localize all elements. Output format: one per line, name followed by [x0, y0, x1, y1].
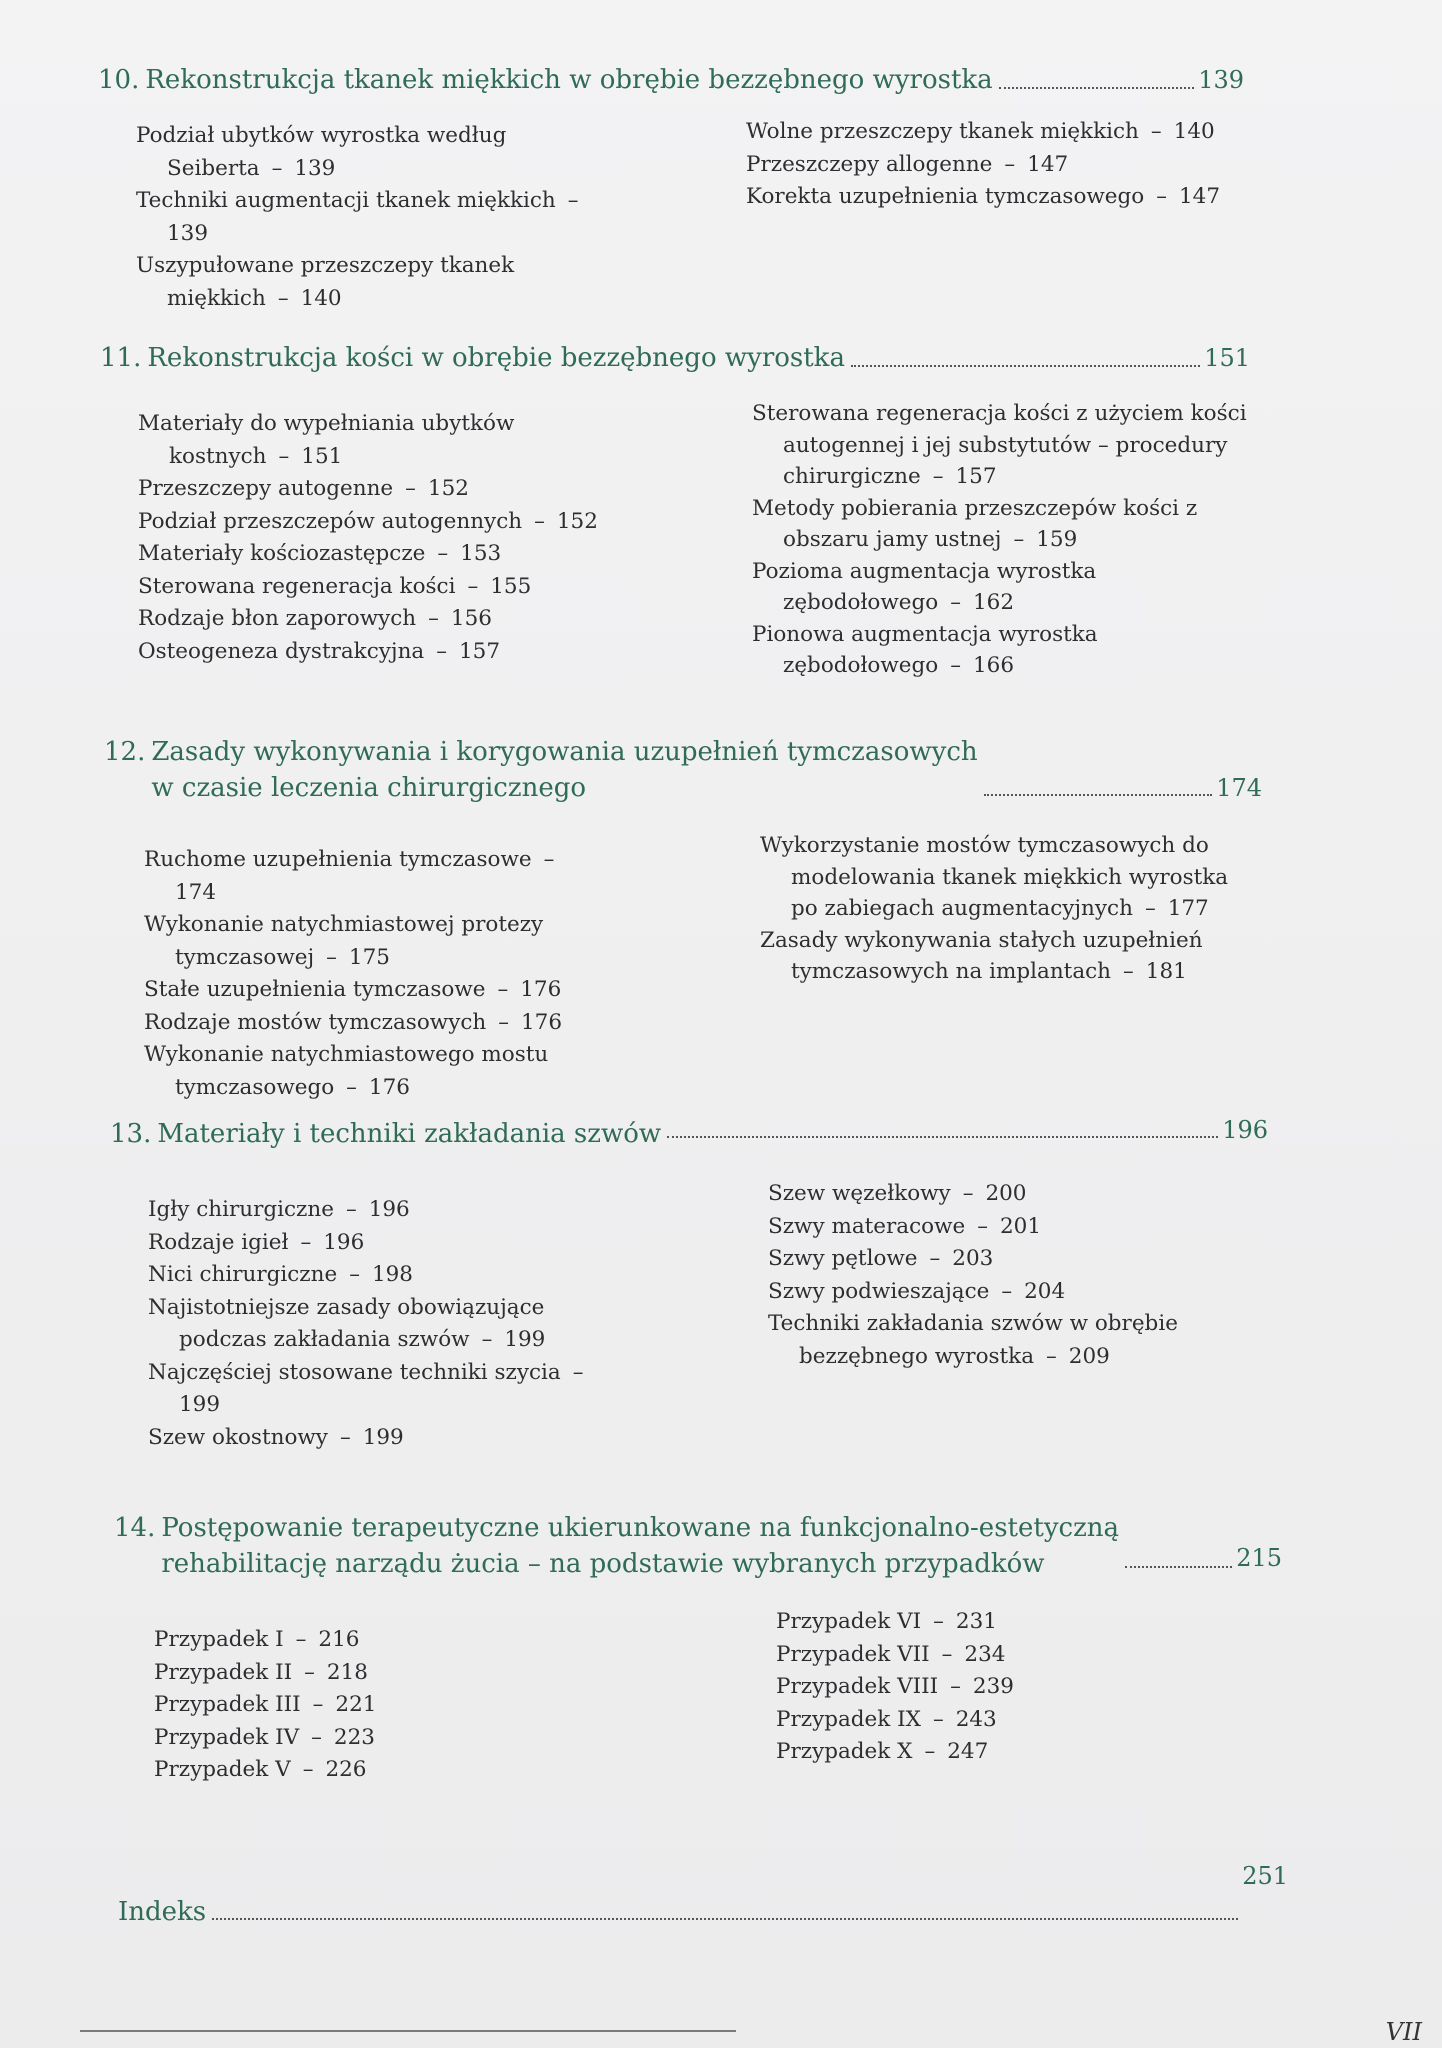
index-entry[interactable] — [118, 1858, 1288, 1930]
toc-entry[interactable]: Przypadek X – 247 — [776, 1739, 989, 1764]
right-column — [768, 1178, 1278, 1373]
toc-entry[interactable]: Wykorzystanie mostów tymczasowych do modelowania tkanek miękkich wyrostka po zabiegach augmentacyjnych – 177 — [760, 833, 1229, 921]
chapter-title: Postępowanie terapeutyczne ukierunkowane na funkcjonalno-estetyczną rehabilitację narządu żucia – na podstawie wybranych przypadków — [161, 1513, 1120, 1579]
chapter-14 — [114, 1510, 1282, 1782]
index-label: Indeks — [118, 1897, 207, 1927]
chapter-number: 10. — [98, 65, 140, 95]
toc-entry[interactable]: Przypadek IX – 243 — [776, 1706, 997, 1732]
toc-entry[interactable]: Metody pobierania przeszczepów kości z obszaru jamy ustnej – 159 — [752, 495, 1198, 552]
leader-dots — [212, 1918, 1238, 1920]
toc-entry[interactable]: Wykonanie natychmiastowego mostu tymczasowego – 176 — [144, 1042, 549, 1100]
toc-entry[interactable]: Stałe uzupełnienia tymczasowe – 176 — [144, 977, 562, 1002]
chapter-title: Zasady wykonywania i korygowania uzupełnień tymczasowych w czasie leczenia chirurgicznego — [151, 737, 978, 803]
right-column — [760, 830, 1260, 988]
toc-entry[interactable]: Techniki augmentacji tkanek miękkich –139 — [136, 188, 579, 246]
toc-entry[interactable]: Przypadek I – 216 — [154, 1627, 360, 1652]
toc-entry[interactable]: Przeszczepy autogenne – 152 — [138, 476, 469, 501]
leader-dots — [667, 1136, 1218, 1138]
chapter-11 — [100, 340, 1250, 678]
toc-entry[interactable]: Nici chirurgiczne – 198 — [148, 1262, 413, 1287]
chapter-heading — [104, 734, 1262, 806]
toc-entry[interactable]: Szwy materacowe – 201 — [768, 1213, 1042, 1239]
toc-entry[interactable]: Najistotniejsze zasady obowiązujące podczas zakładania szwów – 199 — [148, 1294, 546, 1352]
toc-entry[interactable]: Przypadek V – 226 — [154, 1757, 367, 1782]
toc-entry[interactable]: Przypadek III – 221 — [154, 1692, 377, 1717]
toc-entry[interactable]: Szwy podwieszające – 204 — [768, 1278, 1066, 1304]
chapter-page-number: 215 — [1236, 1544, 1282, 1572]
toc-entry[interactable]: Wykonanie natychmiastowej protezy tymczasowej – 175 — [144, 912, 544, 970]
toc-entry[interactable]: Przeszczepy allogenne – 147 — [746, 151, 1069, 177]
toc-entry[interactable]: Igły chirurgiczne – 196 — [148, 1197, 410, 1222]
toc-entry[interactable]: Techniki zakładania szwów w obrębie bezzębnego wyrostka – 209 — [768, 1311, 1178, 1369]
chapter-number: 12. — [104, 737, 146, 767]
right-column — [776, 1606, 1196, 1769]
toc-entry[interactable]: Materiały kościozastępcze – 153 — [138, 541, 502, 566]
chapter-heading — [100, 340, 1250, 376]
chapter-page-number: 139 — [1198, 66, 1244, 94]
chapter-10 — [98, 62, 1244, 311]
toc-entry[interactable]: Rodzaje igieł – 196 — [148, 1229, 365, 1255]
right-column — [752, 398, 1262, 682]
chapter-title: Rekonstrukcja tkanek miękkich w obrębie bezzębnego wyrostka — [145, 65, 993, 95]
toc-entry[interactable]: Wolne przeszczepy tkanek miękkich – 140 — [746, 119, 1215, 144]
toc-entry[interactable]: Przypadek IV – 223 — [154, 1724, 375, 1750]
toc-entry[interactable]: Sterowana regeneracja kości – 155 — [138, 573, 532, 599]
toc-entry[interactable]: Sterowana regeneracja kości z użyciem kości autogennej i jej substytutów – procedury chirurgiczne – 157 — [752, 401, 1247, 489]
chapter-number: 11. — [100, 343, 142, 373]
index-page-number: 251 — [1242, 1862, 1288, 1890]
toc-entry[interactable]: Szew okostnowy – 199 — [148, 1424, 404, 1450]
toc-entry[interactable]: Pozioma augmentacja wyrostka zębodołowego – 162 — [752, 558, 1097, 615]
chapter-page-number: 196 — [1222, 1116, 1268, 1144]
chapter-heading — [110, 1112, 1268, 1152]
toc-entry[interactable]: Przypadek VII – 234 — [776, 1641, 1006, 1667]
leader-dots — [984, 794, 1213, 796]
chapter-heading — [114, 1510, 1282, 1582]
toc-entry[interactable]: Korekta uzupełnienia tymczasowego – 147 — [746, 184, 1221, 209]
chapter-heading — [98, 62, 1244, 98]
left-column — [138, 408, 598, 668]
leader-dots — [999, 87, 1195, 89]
toc-entry[interactable]: Podział ubytków wyrostka według Seiberta – 139 — [136, 123, 507, 181]
chapter-number: 14. — [114, 1513, 156, 1543]
chapter-13 — [110, 1112, 1268, 1450]
toc-entry[interactable]: Rodzaje błon zaporowych – 156 — [138, 606, 492, 631]
chapter-title: Rekonstrukcja kości w obrębie bezzębnego wyrostka — [147, 343, 845, 373]
toc-entry[interactable]: Przypadek II – 218 — [154, 1659, 368, 1685]
left-column — [148, 1194, 618, 1454]
toc-entry[interactable]: Rodzaje mostów tymczasowych – 176 — [144, 1009, 563, 1035]
toc-entry[interactable]: Najczęściej stosowane techniki szycia –199 — [148, 1359, 584, 1417]
toc-entry[interactable]: Podział przeszczepów autogennych – 152 — [138, 508, 598, 534]
index-heading — [118, 1858, 1288, 1930]
right-column — [746, 116, 1266, 214]
toc-entry[interactable]: Osteogeneza dystrakcyjna – 157 — [138, 638, 501, 664]
toc-entry[interactable]: Materiały do wypełniania ubytków kostnych – 151 — [138, 411, 515, 469]
toc-entry[interactable]: Szew węzełkowy – 200 — [768, 1181, 1027, 1206]
left-column — [144, 844, 584, 1104]
toc-entry[interactable]: Zasady wykonywania stałych uzupełnień tymczasowych na implantach – 181 — [760, 927, 1203, 984]
toc-entry[interactable]: Ruchome uzupełnienia tymczasowe –174 — [144, 847, 555, 905]
left-column — [136, 120, 591, 315]
leader-dots — [1125, 1566, 1232, 1568]
toc-entry[interactable]: Przypadek VI – 231 — [776, 1609, 997, 1634]
footer-rule — [80, 2030, 736, 2032]
leader-dots — [851, 365, 1200, 367]
toc-entry[interactable]: Szwy pętlowe – 203 — [768, 1246, 994, 1271]
chapter-12 — [104, 734, 1262, 1100]
chapter-title: Materiały i techniki zakładania szwów — [157, 1119, 662, 1149]
chapter-number: 13. — [110, 1119, 152, 1149]
toc-entry[interactable]: Pionowa augmentacja wyrostka zębodołowego – 166 — [752, 621, 1098, 678]
chapter-page-number: 174 — [1216, 774, 1262, 802]
toc-entry[interactable]: Przypadek VIII – 239 — [776, 1674, 1014, 1699]
page-folio: VII — [1385, 2018, 1422, 2046]
left-column — [154, 1624, 554, 1787]
chapter-page-number: 151 — [1204, 344, 1250, 372]
toc-entry[interactable]: Uszypułowane przeszczepy tkanek miękkich – 140 — [136, 253, 515, 311]
